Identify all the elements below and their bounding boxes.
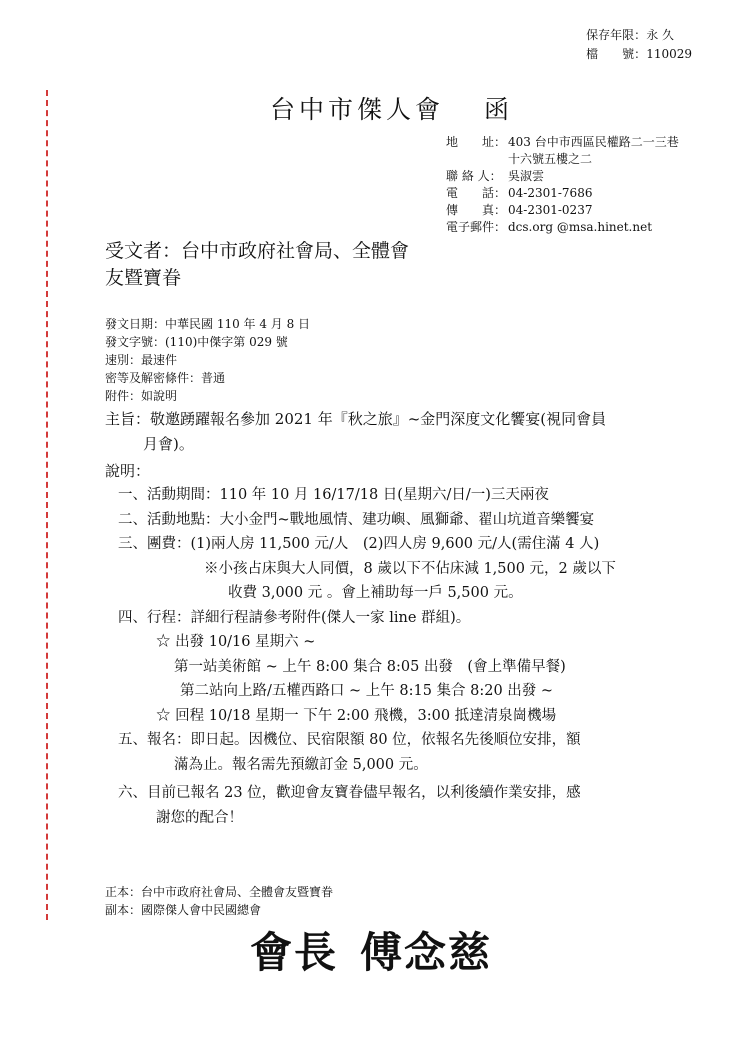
address-line1: 403 台中市西區民權路二一三巷: [508, 135, 679, 149]
phone-label: 電 話：: [446, 186, 507, 200]
subject-block: [105, 407, 606, 457]
file-number-label: 檔 號：: [586, 47, 647, 61]
item-itinerary: 四、行程：詳細行程請參考附件(傑人一家 line 群組)。: [118, 609, 471, 626]
address-line2: 十六號五樓之二: [508, 152, 593, 166]
document-meta: [105, 315, 310, 405]
copy-recipients: 副本：國際傑人會中民國總會: [105, 903, 262, 917]
signature-title: 會長: [250, 928, 339, 977]
contact-person-value: 吳淑雲: [508, 169, 545, 183]
retention-period-label: 保存年限：: [586, 28, 647, 42]
recipient-line2: 友暨寶眷: [105, 267, 182, 289]
item-return: ☆ 回程 10/18 星期一 下午 2:00 飛機，3:00 抵達清泉崗機場: [156, 707, 557, 724]
item-period: 一、活動期間：110 年 10 月 16/17/18 日(星期六/日/一)三天兩夜: [118, 487, 549, 503]
retention-block: [586, 26, 692, 64]
signature-block: [250, 920, 492, 980]
signature-name: 傅念慈: [360, 928, 493, 977]
attachment-note: 附件：如說明: [105, 389, 178, 403]
item-stop1: 第一站美術館 ~ 上午 8:00 集合 8:05 出發 (會上準備早餐): [174, 658, 566, 675]
recipient-block: [105, 238, 409, 292]
issue-date: 發文日期：中華民國 110 年 4 月 8 日: [105, 317, 311, 331]
subject-line1: 主旨：敬邀踴躍報名參加 2021 年『秋之旅』~金門深度文化饗宴(視同會員: [105, 410, 607, 428]
subject-line2: 月會)。: [143, 435, 194, 453]
item-fee-note2: 收費 3,000 元 。會上補助每一戶 5,500 元。: [228, 585, 523, 601]
item-fee: 三、團費：(1)兩人房 11,500 元/人 (2)四人房 9,600 元/人(需住滿 4 人): [118, 536, 600, 552]
item-registration: 五、報名：即日起。因機位、民宿限額 80 位，依報名先後順位安排，額: [118, 732, 581, 748]
item-depart: ☆ 出發 10/16 星期六 ~: [156, 634, 316, 650]
speed-class: 速別：最速件: [105, 353, 178, 367]
binding-margin-line: [46, 90, 48, 920]
fax-value: 04-2301-0237: [508, 203, 593, 217]
item-fee-note1: ※小孩占床與大人同價，8 歲以下不佔床減 1,500 元，2 歲以下: [204, 560, 616, 577]
item-registration-cont: 滿為止。報名需先預繳訂金 5,000 元。: [174, 756, 428, 773]
retention-period-value: 永 久: [646, 28, 675, 42]
description-heading: 說明：: [105, 462, 151, 480]
document-title: [270, 90, 513, 126]
distribution-block: [105, 883, 333, 919]
item-status: 六、目前已報名 23 位，歡迎會友寶眷儘早報名，以利後續作業安排，感: [118, 785, 581, 801]
contact-block: [446, 134, 679, 236]
item-stop2: 第二站向上路/五權西路口 ~ 上午 8:15 集合 8:20 出發 ~: [180, 683, 554, 699]
item-location: 二、活動地點：大小金門~戰地風情、建功嶼、風獅爺、翟山坑道音樂饗宴: [118, 511, 595, 528]
organization-name: 台中市傑人會: [270, 95, 445, 124]
document-type: 函: [484, 95, 514, 124]
contact-person-label: 聯 絡 人：: [446, 169, 502, 183]
fax-label: 傳 真：: [446, 203, 507, 217]
recipient-line1: 受文者：台中市政府社會局、全體會: [105, 240, 410, 262]
description-items: [118, 483, 616, 830]
email-label: 電子郵件：: [446, 220, 507, 234]
item-status-cont: 謝您的配合！: [156, 809, 243, 826]
secrecy-level: 密等及解密條件：普通: [105, 371, 226, 385]
email-value: dcs.org @msa.hinet.net: [508, 220, 653, 234]
original-recipients: 正本：台中市政府社會局、全體會友暨寶眷: [105, 885, 334, 899]
address-label: 地 址：: [446, 135, 507, 149]
document-number: 發文字號：(110)中傑字第 029 號: [105, 335, 288, 349]
phone-value: 04-2301-7686: [508, 186, 593, 200]
file-number-value: 110029: [646, 47, 692, 61]
